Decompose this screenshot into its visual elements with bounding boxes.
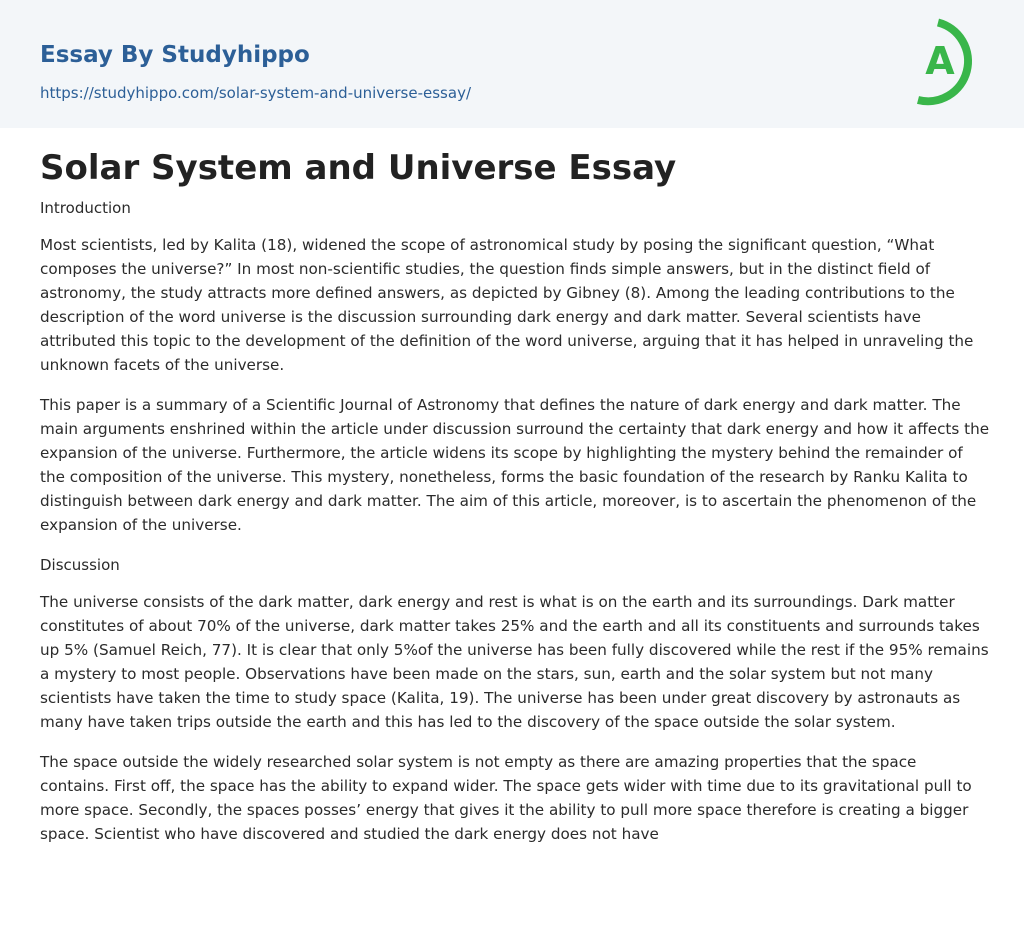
article-content bbox=[40, 140, 990, 846]
article-url-link[interactable]: https://studyhippo.com/solar-system-and-universe-essay/ bbox=[40, 84, 471, 102]
paragraph-3: The universe consists of the dark matter, dark energy and rest is what is on the earth and its surroundings. Dark matter constitutes of about 70% of the universe, dark matter takes 25% and the earth and all its constituents and surrounds takes up 5% (Samuel Reich, 77). It is clear that only 5%of the universe has been fully discovered while the rest if the 95% remains a mystery to most people. Observations have been made on the stars, sun, earth and the solar system but not many scientists have taken the time to study space (Kalita, 19). The universe has been under great discovery by astronauts as many have taken trips outside the earth and this has led to the discovery of the space outside the solar system. bbox=[40, 593, 989, 731]
section-heading-introduction: Introduction bbox=[40, 199, 131, 217]
page-title: Solar System and Universe Essay bbox=[40, 148, 677, 188]
site-header bbox=[0, 0, 1024, 128]
paragraph-2: This paper is a summary of a Scientific Journal of Astronomy that defines the nature of dark energy and dark matter. The main arguments enshrined within the article under discussion surround the certainty that dark energy and how it affects the expansion of the universe. Furthermore, the article widens its scope by highlighting the mystery behind the remainder of the composition of the universe. This mystery, nonetheless, forms the basic foundation of the research by Ranku Kalita to distinguish between dark energy and dark matter. The aim of this article, moreover, is to ascertain the phenomenon of the expansion of the universe. bbox=[40, 396, 990, 534]
logo-letter: A bbox=[925, 39, 955, 83]
paragraph-1: Most scientists, led by Kalita (18), widened the scope of astronomical study by posing the significant question, “What composes the universe?” In most non-scientific studies, the question finds simple answers, but in the distinct field of astronomy, the study attracts more defined answers, as depicted by Gibney (8). Among the leading contributions to the description of the word universe is the discussion surrounding dark energy and dark matter. Several scientists have attributed this topic to the development of the definition of the word universe, arguing that it has helped in unraveling the unknown facets of the universe. bbox=[40, 236, 974, 374]
site-brand[interactable]: Essay By Studyhippo bbox=[40, 42, 310, 68]
paragraph-4: The space outside the widely researched solar system is not empty as there are amazing properties that the space contains. First off, the space has the ability to expand wider. The space gets wider with time due to its gravitational pull to more space. Secondly, the spaces posses’ energy that gives it the ability to pull more space therefore is creating a bigger space. Scientist who have discovered and studied the dark energy does not have bbox=[40, 753, 972, 843]
section-heading-discussion: Discussion bbox=[40, 556, 120, 574]
studyhippo-logo-icon[interactable] bbox=[912, 18, 986, 106]
